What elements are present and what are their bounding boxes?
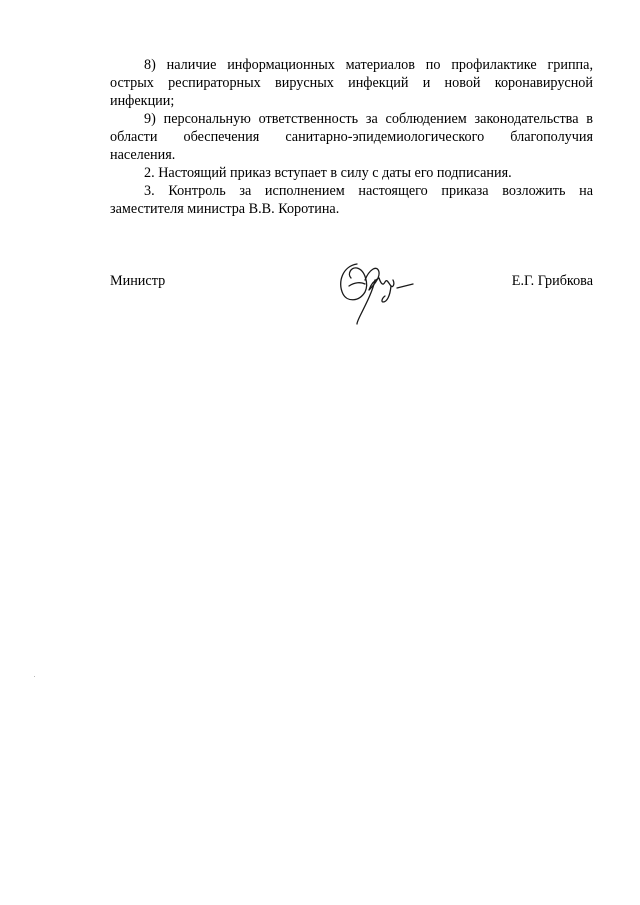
- paragraph-effective-date: 2. Настоящий приказ вступает в силу с даты его подписания.: [144, 165, 512, 181]
- signer-name: Е.Г. Грибкова: [511, 273, 593, 289]
- document-body: [110, 56, 593, 218]
- signer-title: Министр: [110, 273, 166, 289]
- paragraph-item-8: 8) наличие информационных материалов по профилактике гриппа, острых респираторных вирусных инфекций и новой коронавирусной инфекции;: [110, 57, 593, 109]
- paragraph-item-9: 9) персональную ответственность за соблюдением законодательства в области обеспечения санитарно-эпидемиологического благополучия населения.: [110, 111, 593, 163]
- paragraph-control: 3. Контроль за исполнением настоящего приказа возложить на заместителя министра В.В. Коротина.: [110, 183, 593, 217]
- handwritten-signature: [335, 256, 417, 326]
- scan-artifact: [34, 676, 35, 677]
